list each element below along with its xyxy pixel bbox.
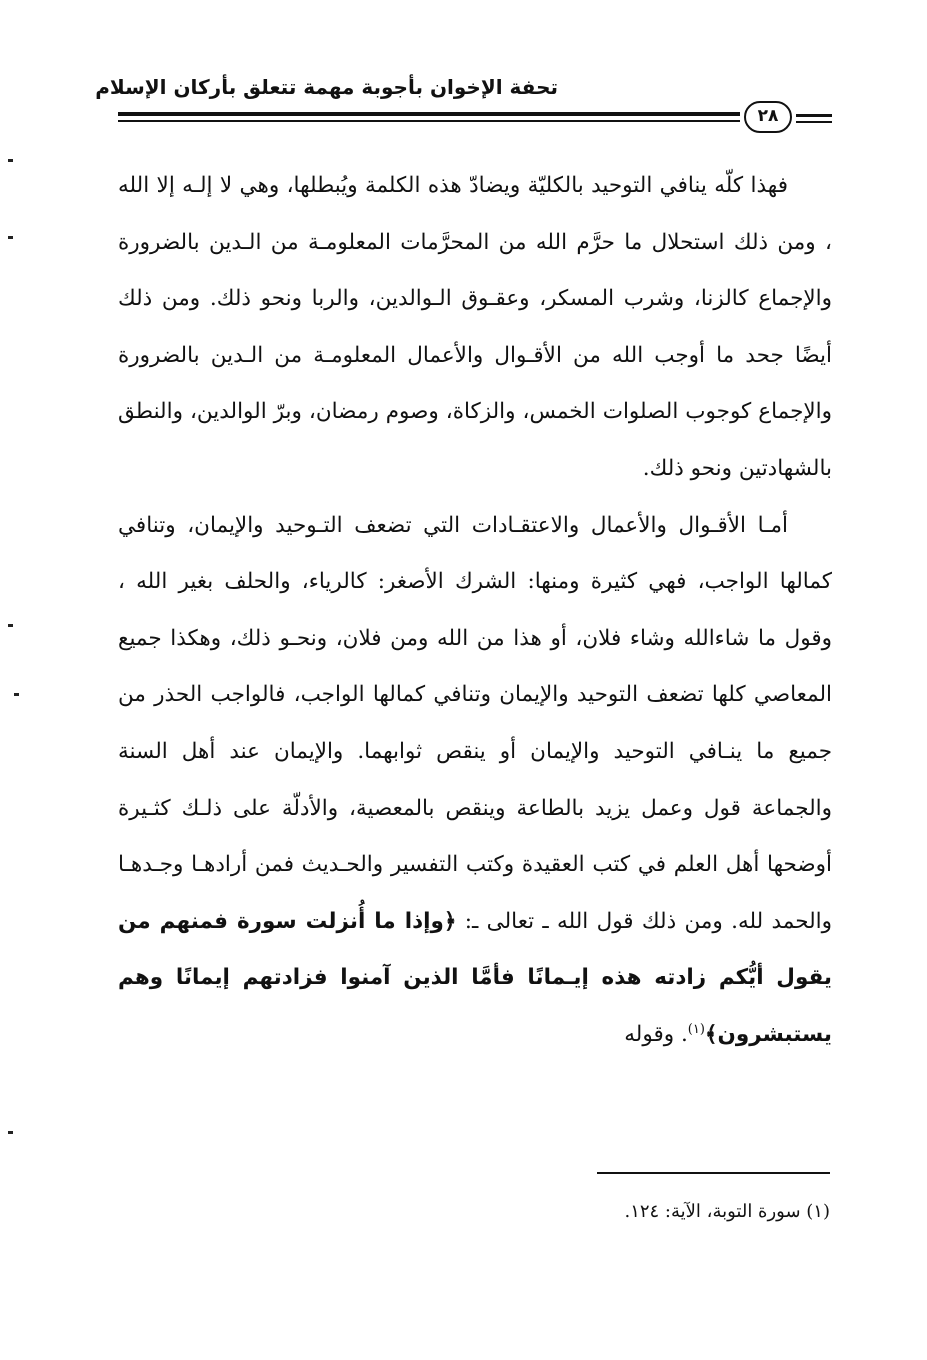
paragraph-text: فهذا كلّه ينافي التوحيد بالكليّة ويضادّ هذه الكلمة ويُبطلها، وهي لا إلـه إلا الله ، ومن ذلك استحلال ما حرَّم الله من المحرَّمات المعلومـة من الـدين بالضرورة والإجماع كالزنا، وشرب المسكر، وعقـوق الـوالدين، والربا ونحو ذلك. ومن ذلك أيضًا جحد ما أوجب الله من الأقـوال والأعمال المعلومـة من الـدين بالضرورة والإجماع كوجوب الصلوات الخمس، والزكاة، وصوم رمضان، وبرّ الوالدين، والنطق بالشهادتين ونحو ذلك. <box>118 173 832 481</box>
scan-speck <box>8 624 13 627</box>
paragraph-text: أمـا الأقـوال والأعمال والاعتقـادات التي تضعف التـوحيد والإيمان، وتنافي كمالها الواجب، فهي كثيرة ومنها: الشرك الأصغر: كالرياء، والحلف بغير الله ، وقول ما شاءالله وشاء فلان، أو هذا من الله ومن فلان، ونحـو ذلك، وهكذا جميع المعاصي كلها تضعف التوحيد والإيمان وتنافي كمالها الواجب، فالواجب الحذر من جميع ما ينـافي التوحيد والإيمان أو ينقص ثوابهما. والإيمان عند أهل السنة والجماعة قول وعمل يزيد بالطاعة وينقص بالمعصية، والأدلّة على ذلـك كثـيرة أوضحها أهل العلم في كتب العقيدة وكتب التفسير والحـديث فمن أرادهـا وجـدهـا والحمد لله. ومن ذلك قول الله ـ تعالى ـ: <box>118 512 833 934</box>
page-number: ٢٨ <box>744 101 792 133</box>
scan-speck <box>8 1131 13 1134</box>
header-rule-right-thin <box>796 121 832 123</box>
header-rule <box>118 112 740 116</box>
quran-verse: ﴿وإذا ما أُنزلت سورة فمنهم من يقول أيُّكم زادته هذه إيـمانًا فأمَّا الذين آمنوا فزادتهم إيمانًا وهم يستبشرون﴾ <box>118 908 832 1047</box>
paragraph <box>118 498 832 1064</box>
body-text <box>118 158 832 1064</box>
running-header-title: تحفة الإخوان بأجوبة مهمة تتعلق بأركان الإسلام <box>95 75 558 99</box>
footnote: (١) سورة التوبة، الآية: ١٢٤. <box>624 1201 830 1222</box>
paragraph-text-continuation: . وقوله <box>624 1021 688 1047</box>
footnote-separator <box>597 1172 830 1174</box>
header-rule-right <box>796 114 832 117</box>
scan-speck <box>8 236 13 239</box>
scan-speck <box>14 693 19 696</box>
scan-speck <box>8 159 13 162</box>
header-rule-thin <box>118 120 740 122</box>
paragraph <box>118 158 832 498</box>
footnote-marker: (١) <box>687 1021 705 1037</box>
